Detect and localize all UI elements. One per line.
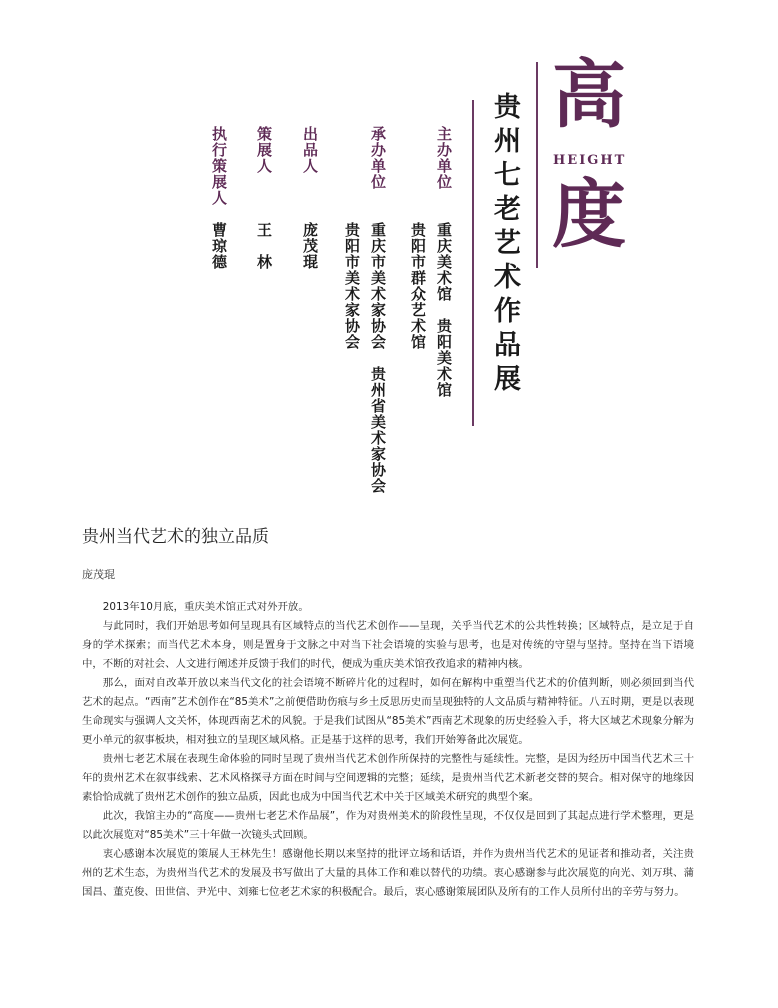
credit-role-host: 主办单位: [435, 126, 453, 190]
credit-org-host-1: 重庆美术馆 贵阳美术馆: [435, 222, 453, 398]
title-char-du: 度: [552, 172, 626, 258]
credit-org-organizer-2: 贵阳市美术家协会: [343, 222, 361, 350]
essay-paragraph: 贵州七老艺术展在表现生命体验的同时呈现了贵州当代艺术创作所保持的完整性与延续性。完整，是因为经历中国当代艺术三十年的贵州艺术在叙事线索、艺术风格探寻方面在时间与空间逻辑的完整；延续，是贵州当代艺术新老交替的契合。相对保守的地缘因素恰恰成就了贵州艺术创作的独立品质，因此也成为中国当代艺术中关于区域美术研究的典型个案。: [82, 753, 694, 803]
credit-role-curator: 策展人: [255, 126, 273, 174]
title-rule-left: [472, 100, 474, 426]
exhibition-subtitle: 贵州七老艺术作品展: [489, 92, 520, 398]
essay-title: 贵州当代艺术的独立品质: [82, 527, 269, 547]
credit-org-organizer-1: 重庆市美术家协会 贵州省美术家协会: [369, 222, 387, 494]
credit-role-producer: 出品人: [301, 126, 319, 174]
essay-paragraph: 与此同时，我们开始思考如何呈现具有区域特点的当代艺术创作——呈现，关乎当代艺术的公共性转换；区域特点，是立足于自身的学术探索；而当代艺术本身，则是置身于文脉之中对当下社会语境的实验与思考，也是对传统的守望与坚持。坚持在当下语境中，不断的对社会、人文进行阐述并反馈于我们的时代，便成为重庆美术馆孜孜追求的精神内核。: [82, 620, 694, 670]
title-english: HEIGHT: [553, 153, 627, 168]
credit-name-exec-curator: 曹琼德: [210, 222, 228, 270]
credit-role-exec-curator: 执行策展人: [210, 126, 228, 206]
title-rule-right: [536, 62, 538, 268]
credit-name-producer: 庞茂琨: [301, 222, 319, 270]
essay-paragraph: 此次，我馆主办的“高度——贵州七老艺术作品展”，作为对贵州美术的阶段性呈现，不仅仅是回到了其起点进行学术整理，更是以此次展览对“85美术”三十年做一次镜头式回顾。: [82, 810, 694, 841]
essay-paragraph: 那么，面对自改革开放以来当代文化的社会语境不断碎片化的过程时，如何在解构中重塑当代艺术的价值判断，则必须回到当代艺术的起点。“西南”艺术创作在“85美术”之前便借助伤痕与乡土反思历史而呈现独特的人文品质与精神特征。八五时期，更是以表现生命现实与强调人文关怀，体现西南艺术的风貌。于是我们试图从“85美术”西南艺术现象的历史经验入手，将大区域艺术现象分解为更小单元的叙事板块，相对独立的呈现区域风格。正是基于这样的思考，我们开始筹备此次展览。: [82, 677, 694, 746]
essay-author: 庞茂琨: [82, 568, 115, 581]
credit-org-host-2: 贵阳市群众艺术馆: [409, 222, 427, 350]
essay-body: [82, 598, 694, 902]
essay-paragraph: 2013年10月底，重庆美术馆正式对外开放。: [102, 601, 309, 613]
credit-name-curator: 王 林: [255, 222, 273, 270]
title-char-gao: 高: [552, 52, 626, 138]
credit-role-organizer: 承办单位: [369, 126, 387, 190]
essay-paragraph: 衷心感谢本次展览的策展人王林先生！感谢他长期以来坚持的批评立场和话语，并作为贵州当代艺术的见证者和推动者，关注贵州的艺术生态，为贵州当代艺术的发展及书写做出了大量的具体工作和难以替代的功绩。衷心感谢参与此次展览的向光、刘万琪、蒲国昌、董克俊、田世信、尹光中、刘雍七位老艺术家的积极配合。最后，衷心感谢策展团队及所有的工作人员所付出的辛劳与努力。: [82, 848, 694, 898]
